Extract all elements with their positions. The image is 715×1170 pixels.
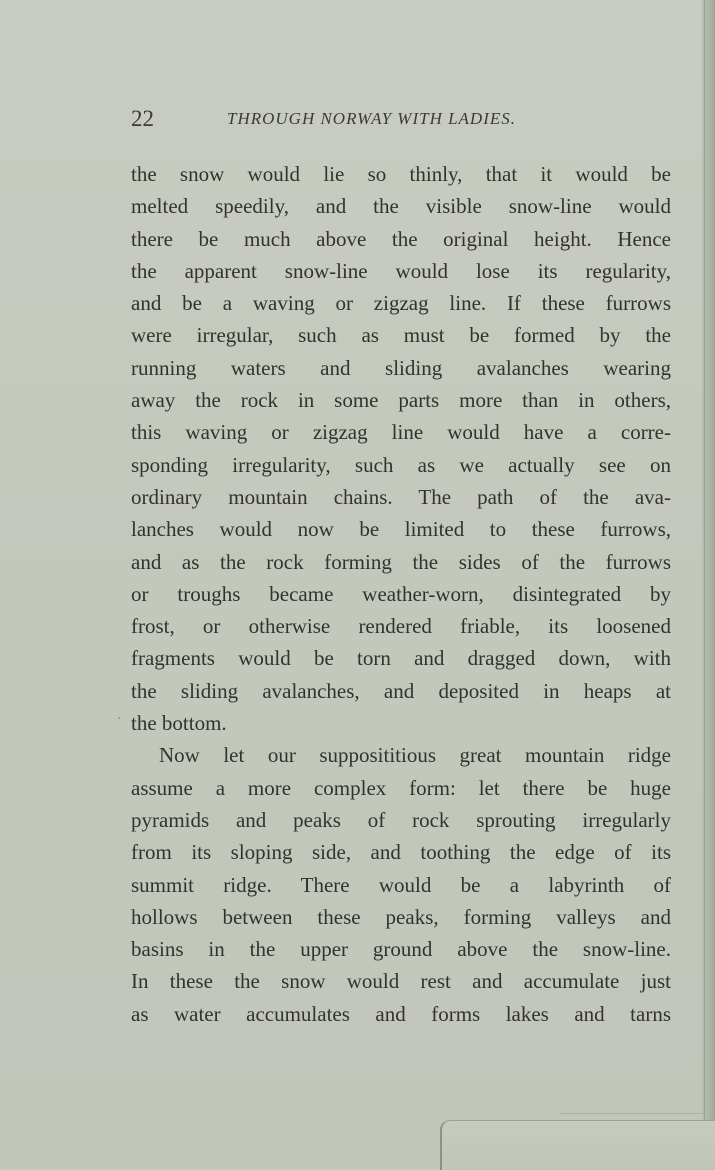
text-line: away the rock in some parts more than in others, [131,388,671,413]
text-line: as water accumulates and forms lakes and tarns [131,1001,671,1026]
text-line: the snow would lie so thinly, that it would be [131,162,671,186]
fold-shadow [560,1113,705,1114]
text-line: pyramids and peaks of rock sprouting irregularly [131,807,671,832]
page-number: 22 [131,106,154,131]
text-line: fragments would be torn and dragged down, with [131,646,671,671]
paragraph-start-line: Now let our supposititious great mountain ridge [159,743,671,768]
text-line: the sliding avalanches, and deposited in heaps at [131,678,671,703]
text-line: the apparent snow-line would lose its regularity, [131,258,671,283]
text-line: were irregular, such as must be formed by the [131,323,671,348]
text-line: frost, or otherwise rendered friable, its loosened [131,614,671,639]
text-line: ordinary mountain chains. The path of the ava- [131,484,671,509]
page-edge-line [704,0,705,1169]
text-line: hollows between these peaks, forming valleys and [131,904,671,929]
running-title: THROUGH NORWAY WITH LADIES. [227,109,517,128]
text-line: or troughs became weather-worn, disintegrated by [131,581,671,606]
page-fold-corner [440,1120,715,1170]
text-line: this waving or zigzag line would have a corre- [131,420,671,445]
body-text [131,158,671,1030]
text-line: sponding irregularity, such as we actually see on [131,452,671,477]
text-line: from its sloping side, and toothing the edge of its [131,840,671,865]
text-line: In these the snow would rest and accumulate just [131,969,671,994]
text-line: lanches would now be limited to these furrows, [131,517,671,542]
running-head [131,106,671,136]
paper-speck [118,717,120,719]
text-line: basins in the upper ground above the snow-line. [131,937,671,962]
text-line: and be a waving or zigzag line. If these furrows [131,291,671,316]
text-line: running waters and sliding avalanches wearing [131,355,671,380]
paragraph-end-line: the bottom. [131,711,227,736]
text-line: and as the rock forming the sides of the furrows [131,549,671,574]
text-line: melted speedily, and the visible snow-line would [131,194,671,219]
text-line: summit ridge. There would be a labyrinth of [131,872,671,897]
text-line: there be much above the original height. Hence [131,226,671,251]
text-line: assume a more complex form: let there be huge [131,775,671,800]
